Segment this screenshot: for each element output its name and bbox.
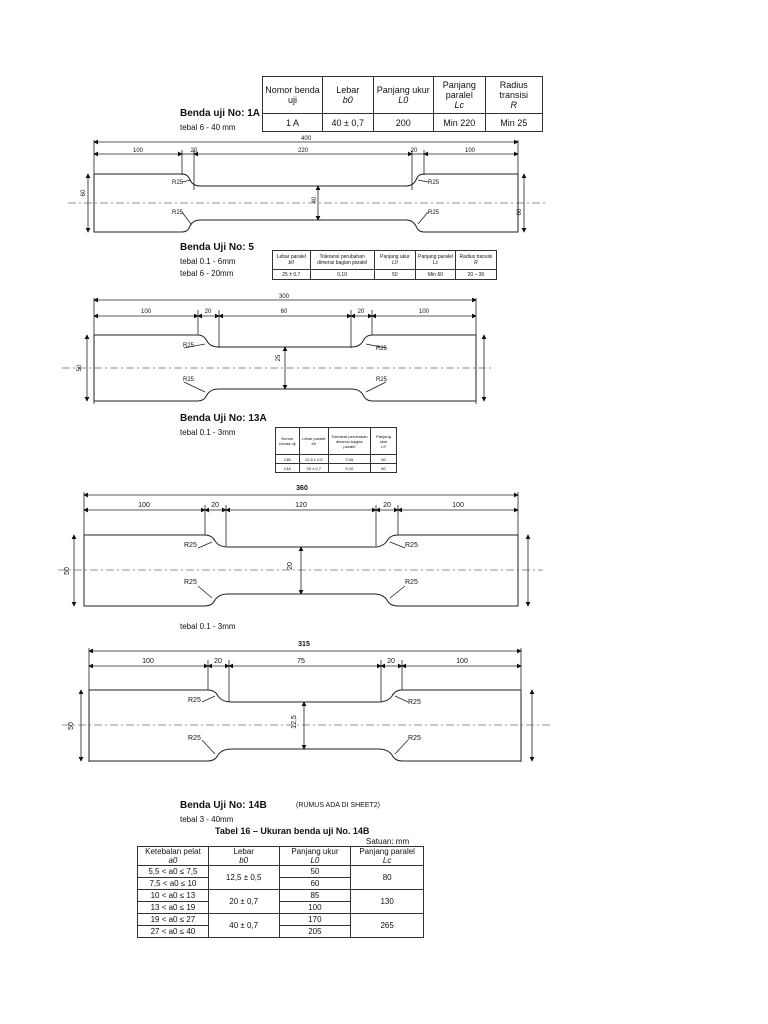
dim-shoulder: 20 xyxy=(190,148,198,154)
dim-parallel: 60 xyxy=(280,309,288,315)
radius-label: R25 xyxy=(172,180,184,186)
table-cell: 13 < a0 ≤ 19 xyxy=(138,902,209,914)
dim-parallel: 220 xyxy=(297,148,309,154)
radius-label: R25 xyxy=(428,210,440,216)
table-cell: 0,10 xyxy=(310,270,374,280)
specimen-13b-drawing xyxy=(62,648,552,762)
table-row xyxy=(138,866,424,878)
table-cell: 5,5 < a0 ≤ 7,5 xyxy=(138,866,209,878)
radius-label: R25 xyxy=(376,377,388,383)
table-cell: 12,5 ± 0,5 xyxy=(299,455,328,464)
table-cell: 40 ± 0,7 xyxy=(322,114,373,132)
radius-label: R25 xyxy=(428,180,440,186)
dim-end: 100 xyxy=(142,658,154,665)
radius-label: R25 xyxy=(184,579,197,586)
dim-end: 100 xyxy=(418,309,430,315)
specimen-14b-table-title: Tabel 16 – Ukuran benda uji No. 14B xyxy=(215,826,370,836)
dim-width: 25 xyxy=(276,354,282,362)
radius-label: R25 xyxy=(376,346,388,352)
radius-label: R25 xyxy=(183,377,195,383)
header-cell: Panjang paralel Lc xyxy=(434,77,486,114)
table-cell: 85 xyxy=(279,890,351,902)
table-cell: Min 25 xyxy=(485,114,542,132)
dim-total: 300 xyxy=(278,294,290,300)
dim-height: 50 xyxy=(77,364,83,372)
specimen-13a-thickness: tebal 0.1 - 3mm xyxy=(180,428,236,437)
header-cell: Radius transisi R xyxy=(455,251,496,270)
specimen-13a-title: Benda Uji No: 13A xyxy=(180,413,267,424)
specimen-5-thickness-2: tebal 6 - 20mm xyxy=(180,269,234,278)
table-cell: 12,5 ± 0,5 xyxy=(208,866,279,890)
table-cell: 1 A xyxy=(263,114,323,132)
header-cell: Lebar paralel b0 xyxy=(299,428,328,455)
radius-label: R25 xyxy=(172,210,184,216)
specimen-13a-table xyxy=(275,427,397,473)
header-cell: Radius transisi R xyxy=(485,77,542,114)
dim-height: 60 xyxy=(81,189,87,197)
dim-total: 360 xyxy=(296,485,308,492)
table-cell: 50 xyxy=(279,866,351,878)
table-cell: Min 60 xyxy=(416,270,456,280)
specimen-5-title: Benda Uji No: 5 xyxy=(180,242,254,253)
table-cell: 60 xyxy=(279,878,351,890)
dim-width: 40 xyxy=(312,196,318,204)
specimen-13b-thickness: tebal 0.1 - 3mm xyxy=(180,622,236,631)
dim-end: 100 xyxy=(138,502,150,509)
header-cell: Nomor benda uji xyxy=(263,77,323,114)
dim-shoulder: 20 xyxy=(383,502,391,509)
header-cell: Toleransi perubahan dimensi bagian paralel xyxy=(310,251,374,270)
dim-shoulder: 20 xyxy=(211,502,219,509)
table-cell: 20 – 30 xyxy=(455,270,496,280)
radius-label: R25 xyxy=(405,542,418,549)
dim-shoulder: 20 xyxy=(214,658,222,665)
specimen-5-table xyxy=(272,250,497,280)
dim-parallel: 75 xyxy=(297,658,305,665)
specimen-13a-drawing xyxy=(58,492,543,606)
radius-label: R25 xyxy=(183,343,195,349)
dim-end: 100 xyxy=(456,658,468,665)
specimen-14b-table xyxy=(137,846,424,938)
table-cell: 170 xyxy=(279,914,351,926)
specimen-1a-thickness: tebal 6 - 40 mm xyxy=(180,123,236,132)
dim-end: 100 xyxy=(132,148,144,154)
dim-height: 60 xyxy=(517,208,523,216)
dim-height: 50 xyxy=(64,567,71,575)
table-cell: 130 xyxy=(351,890,424,914)
table-cell: 265 xyxy=(351,914,424,938)
dim-end: 100 xyxy=(140,309,152,315)
dim-shoulder: 20 xyxy=(204,309,212,315)
header-cell: Lebar b0 xyxy=(208,847,279,866)
table-cell: 0,10 xyxy=(328,464,370,473)
table-cell: 7,5 < a0 ≤ 10 xyxy=(138,878,209,890)
table-row xyxy=(138,890,424,902)
table-cell: 25 ± 0,7 xyxy=(273,270,311,280)
header-cell: Toleransi perubahan dimensi bagian paralel xyxy=(328,428,370,455)
dim-total: 400 xyxy=(300,136,312,142)
table-cell: Min 220 xyxy=(434,114,486,132)
header-cell: Lebar paralel b0 xyxy=(273,251,311,270)
header-cell: Panjang ukur L0 xyxy=(279,847,351,866)
specimen-14b-note: (RUMUS ADA DI SHEET2) xyxy=(296,802,381,809)
dim-total: 315 xyxy=(298,641,310,648)
dim-width: 20 xyxy=(287,562,294,570)
table-row xyxy=(138,914,424,926)
radius-label: R25 xyxy=(188,697,201,704)
dim-end: 100 xyxy=(452,502,464,509)
table-cell: 40 ± 0,7 xyxy=(208,914,279,938)
header-cell: Nomor benda uji xyxy=(276,428,300,455)
radius-label: R25 xyxy=(405,579,418,586)
radius-label: R25 xyxy=(408,699,421,706)
dim-end: 100 xyxy=(464,148,476,154)
dim-shoulder: 20 xyxy=(387,658,395,665)
table-cell: 19 < a0 ≤ 27 xyxy=(138,914,209,926)
dim-shoulder: 20 xyxy=(410,148,418,154)
table-cell: 200 xyxy=(373,114,434,132)
table-cell: 13B xyxy=(276,455,300,464)
header-cell: Panjang ukur L0 xyxy=(373,77,434,114)
table-cell: 205 xyxy=(279,926,351,938)
specimen-14b-thickness: tebal 3 - 40mm xyxy=(180,815,234,824)
dim-shoulder: 20 xyxy=(357,309,365,315)
table-cell: 27 < a0 ≤ 40 xyxy=(138,926,209,938)
specimen-14b-title: Benda Uji No: 14B xyxy=(180,800,267,811)
header-cell: Lebar b0 xyxy=(322,77,373,114)
dim-height: 50 xyxy=(68,722,75,730)
radius-label: R25 xyxy=(408,735,421,742)
table-cell: 10 < a0 ≤ 13 xyxy=(138,890,209,902)
table-cell: 50 xyxy=(371,455,397,464)
header-cell: Panjang ukur L0 xyxy=(374,251,415,270)
specimen-14b-unit: Satuan: mm xyxy=(366,837,410,846)
header-cell: Panjang paralel Lc xyxy=(416,251,456,270)
table-cell: 13A xyxy=(276,464,300,473)
table-cell: 20 ± 0,7 xyxy=(299,464,328,473)
dim-parallel: 120 xyxy=(295,502,307,509)
table-cell: 20 ± 0,7 xyxy=(208,890,279,914)
table-cell: 50 xyxy=(374,270,415,280)
specimen-1a-title: Benda uji No: 1A xyxy=(180,108,261,119)
table-cell: 80 xyxy=(371,464,397,473)
header-cell: Panjang paralel Lc xyxy=(351,847,424,866)
header-cell: Ketebalan pelat a0 xyxy=(138,847,209,866)
radius-label: R25 xyxy=(188,735,201,742)
dim-width: 12,5 xyxy=(291,715,298,729)
radius-label: R25 xyxy=(184,542,197,549)
header-cell: Panjang ukur L0 xyxy=(371,428,397,455)
specimen-5-thickness-1: tebal 0.1 - 6mm xyxy=(180,257,236,266)
table-cell: 100 xyxy=(279,902,351,914)
table-cell: 0,06 xyxy=(328,455,370,464)
table-cell: 80 xyxy=(351,866,424,890)
